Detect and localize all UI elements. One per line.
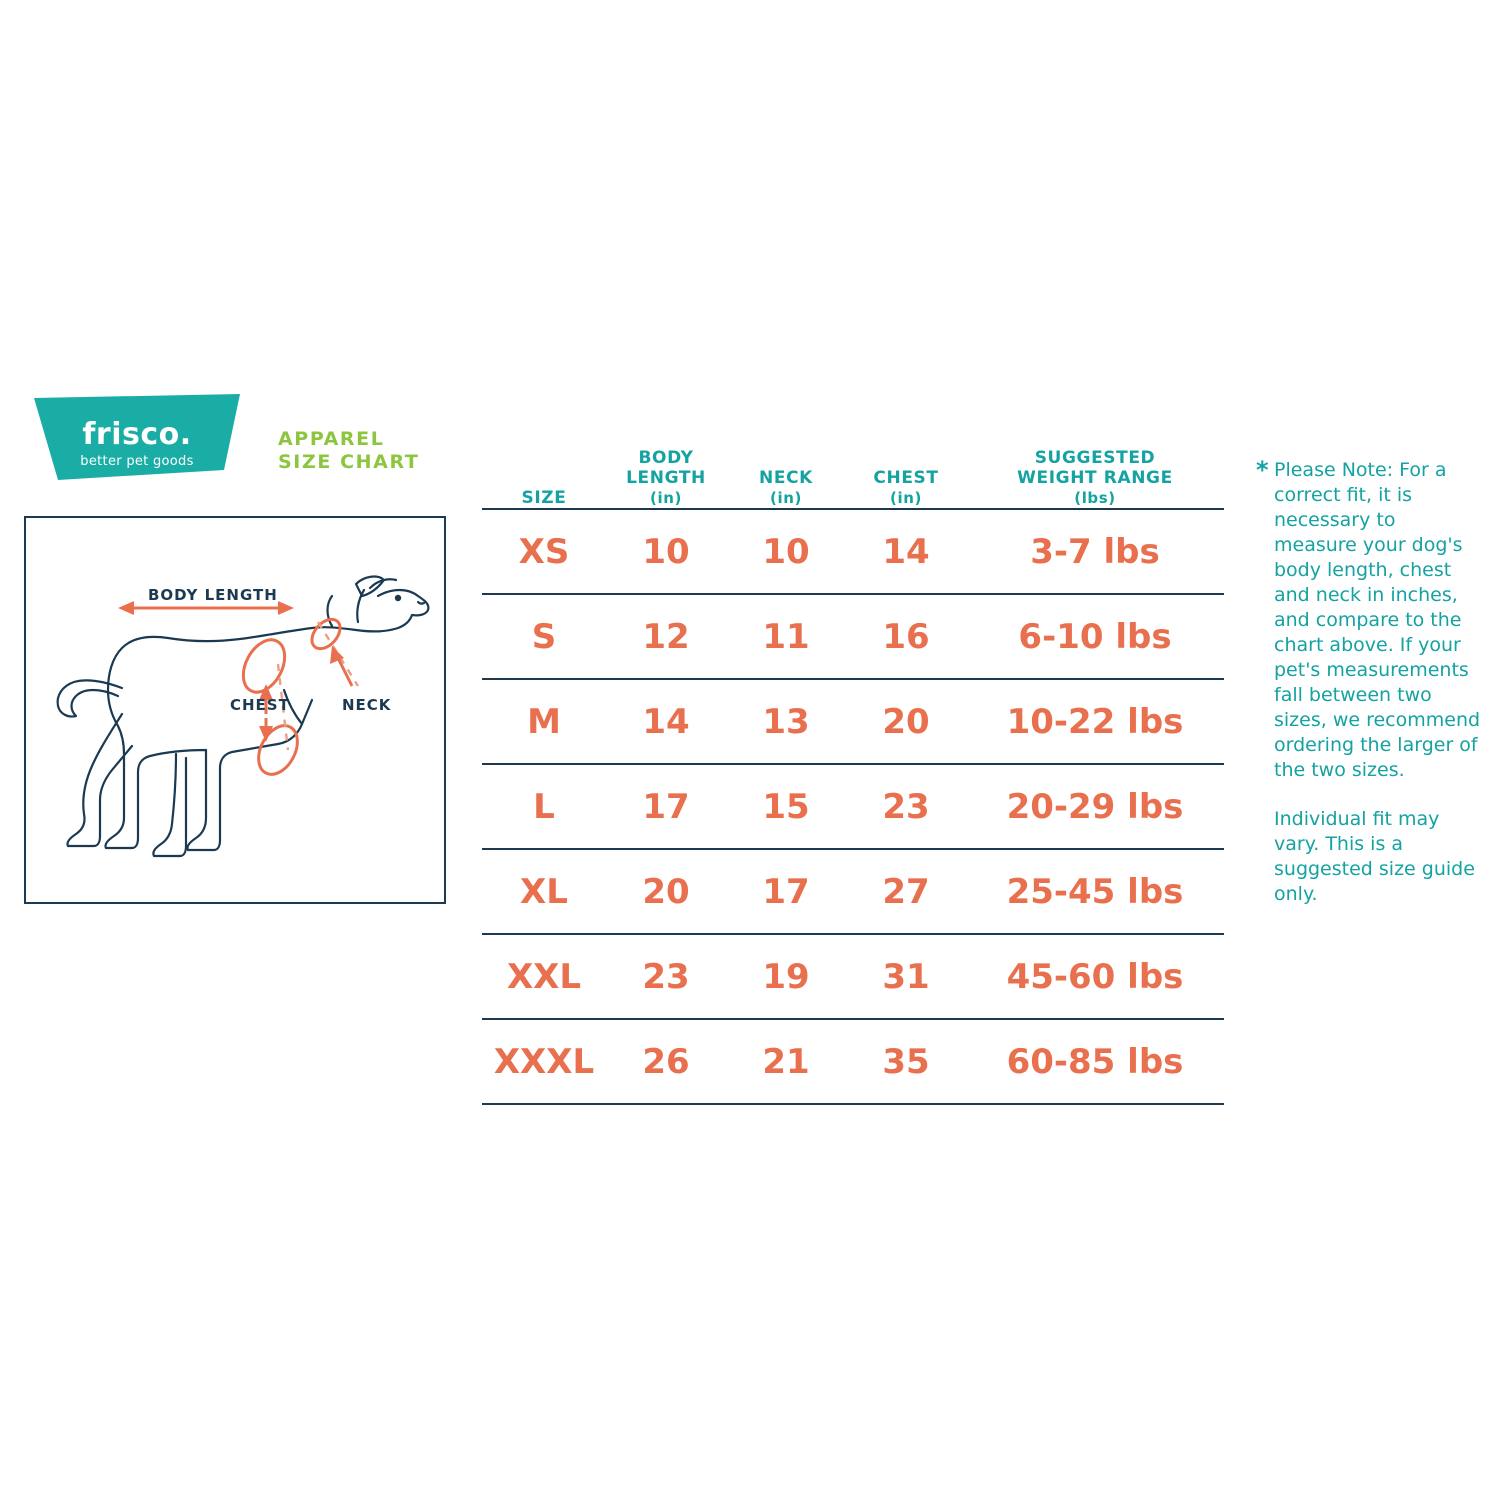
cell-neck: 11 <box>762 616 810 657</box>
cell-body-length: 12 <box>642 616 690 657</box>
cell-neck: 19 <box>762 956 810 997</box>
brand-tagline: better pet goods <box>80 454 194 469</box>
neck-label: NECK <box>342 696 392 714</box>
logo-text-group <box>28 392 246 468</box>
apparel-title-line-1: APPAREL <box>278 428 385 450</box>
note-paragraph-2: Individual fit may vary. This is a suggested size guide only. <box>1274 808 1475 905</box>
frisco-logo <box>28 392 246 484</box>
apparel-title-line-2: SIZE CHART <box>278 451 420 473</box>
cell-weight: 10-22 lbs <box>1006 701 1184 742</box>
apparel-size-chart-title <box>278 428 478 474</box>
column-header-chest: CHEST (in) <box>873 468 939 507</box>
cell-chest: 27 <box>882 871 930 912</box>
chest-label: CHEST <box>230 696 290 714</box>
table-row <box>482 765 1224 850</box>
cell-chest: 14 <box>882 531 930 572</box>
cell-size: S <box>531 616 557 657</box>
asterisk-icon: * <box>1256 456 1269 484</box>
cell-weight: 25-45 lbs <box>1006 871 1184 912</box>
cell-chest: 31 <box>882 956 930 997</box>
cell-body-length: 14 <box>642 701 690 742</box>
cell-size: XXXL <box>493 1041 595 1082</box>
cell-neck: 15 <box>762 786 810 827</box>
table-row <box>482 680 1224 765</box>
cell-body-length: 17 <box>642 786 690 827</box>
cell-chest: 23 <box>882 786 930 827</box>
brand-name: frisco. <box>82 417 192 452</box>
size-table <box>482 428 1224 1105</box>
cell-neck: 17 <box>762 871 810 912</box>
table-header-row <box>482 428 1224 508</box>
cell-body-length: 26 <box>642 1041 690 1082</box>
dog-illustration <box>26 518 444 902</box>
cell-weight: 3-7 lbs <box>1030 531 1160 572</box>
cell-neck: 21 <box>762 1041 810 1082</box>
cell-weight: 60-85 lbs <box>1006 1041 1184 1082</box>
cell-chest: 35 <box>882 1041 930 1082</box>
cell-size: XL <box>520 871 568 912</box>
table-row <box>482 1020 1224 1105</box>
cell-body-length: 10 <box>642 531 690 572</box>
column-header-size: SIZE <box>521 488 567 508</box>
body-length-label: BODY LENGTH <box>148 586 278 604</box>
cell-size: M <box>527 701 561 742</box>
cell-body-length: 23 <box>642 956 690 997</box>
cell-chest: 20 <box>882 701 930 742</box>
cell-chest: 16 <box>882 616 930 657</box>
column-header-weight-range: SUGGESTED WEIGHT RANGE (lbs) <box>1017 448 1173 507</box>
cell-size: L <box>533 786 555 827</box>
note-paragraph-1: Please Note: For a correct fit, it is necessary to measure your dog's body length, chest and neck in inches, and compare to the chart above. If your pet's measurements fall between two sizes, we recommend ordering the larger of the two sizes. <box>1274 459 1481 781</box>
neck-arrow <box>330 646 352 686</box>
cell-weight: 6-10 lbs <box>1018 616 1172 657</box>
table-row <box>482 595 1224 680</box>
table-row <box>482 935 1224 1020</box>
dog-measurement-diagram <box>24 516 446 904</box>
cell-neck: 13 <box>762 701 810 742</box>
table-row <box>482 850 1224 935</box>
cell-size: XS <box>518 531 570 572</box>
cell-neck: 10 <box>762 531 810 572</box>
column-header-neck: NECK (in) <box>759 468 813 507</box>
please-note-block <box>1256 458 1484 907</box>
table-row <box>482 508 1224 595</box>
cell-body-length: 20 <box>642 871 690 912</box>
column-header-body-length: BODY LENGTH (in) <box>626 448 706 507</box>
cell-weight: 45-60 lbs <box>1006 956 1184 997</box>
cell-weight: 20-29 lbs <box>1006 786 1184 827</box>
cell-size: XXL <box>506 956 582 997</box>
